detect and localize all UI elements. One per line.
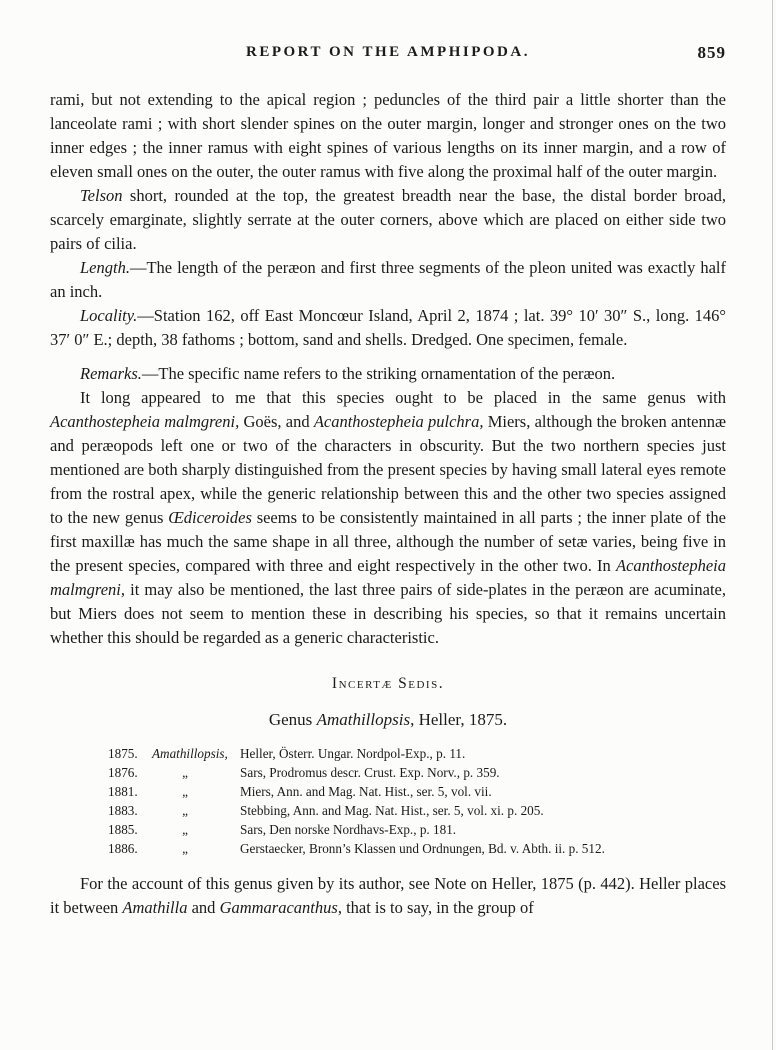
paragraph-length: Length.—The length of the peræon and first three segments of the pleon united was exactly half an inch. — [50, 258, 726, 301]
paragraph-discussion: It long appeared to me that this species ought to be placed in the same genus with Acanthostepheia malmgreni, Goës, and Acanthostepheia pulchra, Miers, although the broken antennæ and peræopods left one or two of the characters in obscurity. But the two northern species just mentioned are both sharply distinguished from the present species by having small lateral eyes remote from the rostral apex, while the generic relationship between this and the other two species assigned to the new genus Œdiceroides seems to be consistently maintained in all parts ; the inner plate of the first maxillæ has much the same shape in all three, although the number of setæ varies, being five in the present species, compared with three and eight respectively in the other two. In Acanthostepheia malmgreni, it may also be mentioned, the last three pairs of side-plates in the peræon are acuminate, but Miers does not seem to mention these in describing his species, so that it remains uncertain whether this should be regarded as a generic characteristic. — [50, 388, 727, 647]
page-number: 859 — [697, 43, 726, 62]
reference-citation: Gerstaecker, Bronn’s Klassen und Ordnungen, Bd. v. Abth. ii. p. 512. — [240, 841, 605, 856]
paragraph-continuation: rami, but not extending to the apical region ; peduncles of the third pair a little shorter than the lanceolate rami ; with short slender spines on the outer margin, longer and stronger ones on the two inner edges ; the inner ramus with eight spines of various lengths on its inner margin, and a row of eleven small ones on the outer, the outer ramus with five along the proximal half of the outer margin. — [50, 90, 726, 181]
paragraph-telson: Telson short, rounded at the top, the greatest breadth near the base, the distal border broad, scarcely emarginate, slightly serrate at the outer corners, above which are placed on either side two pairs of cilia. — [50, 186, 726, 253]
paragraph-remarks: Remarks.—The specific name refers to the striking ornamentation of the peræon. — [80, 364, 616, 383]
reference-citation: Stebbing, Ann. and Mag. Nat. Hist., ser. 5, vol. xi. p. 205. — [240, 803, 544, 818]
ditto-mark: „ — [182, 765, 188, 780]
ditto-mark: „ — [182, 784, 188, 799]
reference-year: 1875. — [108, 746, 138, 761]
reference-entry — [108, 744, 726, 763]
reference-entry — [108, 801, 726, 820]
reference-year: 1881. — [108, 784, 138, 799]
reference-citation: Sars, Den norske Nordhavs-Exp., p. 181. — [240, 822, 457, 837]
genus-heading: Genus Amathillopsis, Heller, 1875. — [268, 710, 508, 729]
synonymy-list — [108, 744, 726, 858]
section-heading: Incertæ Sedis. — [331, 675, 445, 692]
running-title: REPORT ON THE AMPHIPODA. — [246, 44, 530, 60]
page-header — [50, 44, 726, 66]
reference-year: 1883. — [108, 803, 138, 818]
reference-entry — [108, 763, 726, 782]
ditto-mark: „ — [182, 822, 188, 837]
reference-genus-name: Amathillopsis, — [152, 746, 228, 761]
paragraph-closing: For the account of this genus given by its author, see Note on Heller, 1875 (p. 442). Heller places it between Amathilla and Gammaracanthus, that is to say, in the group of — [50, 874, 726, 917]
ditto-mark: „ — [182, 841, 188, 856]
reference-citation: Miers, Ann. and Mag. Nat. Hist., ser. 5, vol. vii. — [240, 784, 492, 799]
reference-year: 1885. — [108, 822, 138, 837]
ditto-mark: „ — [182, 803, 188, 818]
scan-edge-artifact — [772, 0, 773, 1050]
page-body — [50, 88, 726, 920]
reference-entry — [108, 839, 726, 858]
reference-year: 1886. — [108, 841, 138, 856]
paragraph-locality: Locality.—Station 162, off East Moncœur Island, April 2, 1874 ; lat. 39° 10′ 30″ S., long. 146° 37′ 0″ E.; depth, 38 fathoms ; bottom, sand and shells. Dredged. One specimen, female. — [50, 306, 726, 349]
reference-entry — [108, 820, 726, 839]
reference-citation: Heller, Österr. Ungar. Nordpol-Exp., p. 11. — [240, 746, 466, 761]
reference-entry — [108, 782, 726, 801]
reference-citation: Sars, Prodromus descr. Crust. Exp. Norv., p. 359. — [240, 765, 500, 780]
reference-year: 1876. — [108, 765, 138, 780]
